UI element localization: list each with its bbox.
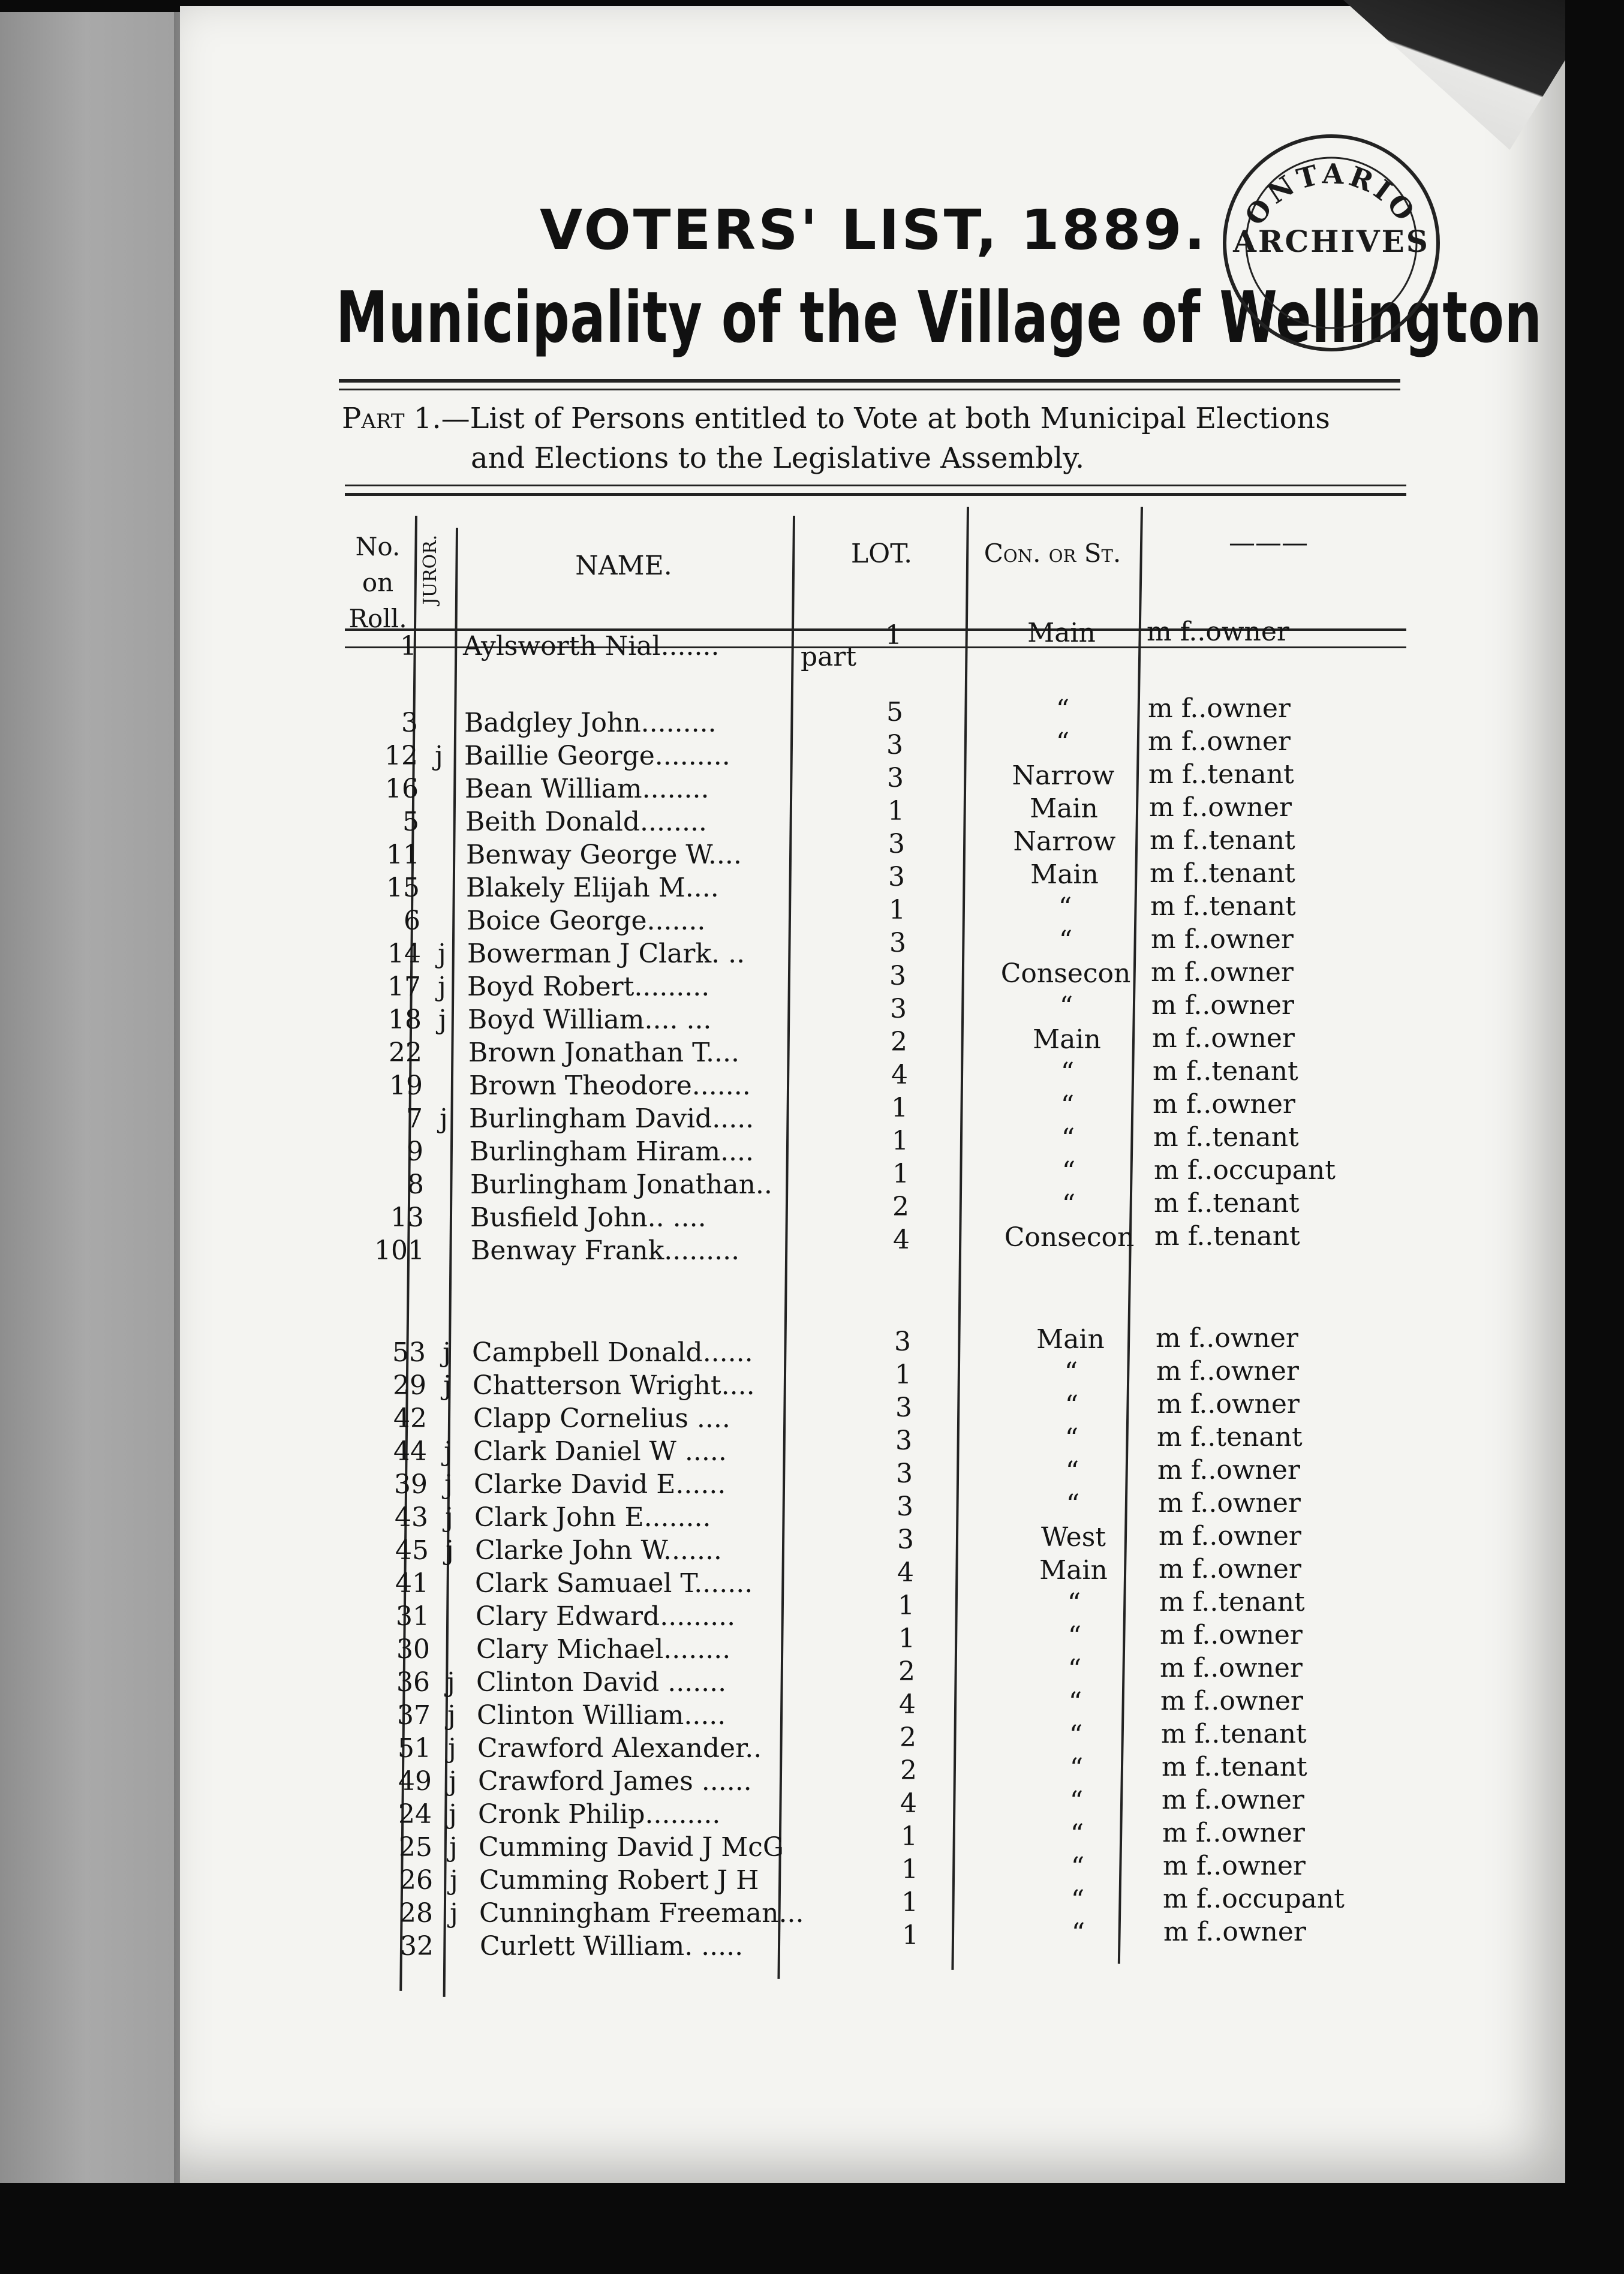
concession-street: “ — [1061, 1189, 1076, 1220]
concession-street: “ — [1064, 1423, 1079, 1454]
lot-number: 3 — [895, 1425, 912, 1456]
concession-street: “ — [1065, 1456, 1079, 1487]
roll-number: 1 — [400, 631, 417, 661]
property-status: m f..tenant — [1159, 1587, 1305, 1617]
roll-number: 32 — [400, 1931, 434, 1962]
concession-street: “ — [1067, 1621, 1082, 1652]
roll-number: 15 — [386, 873, 420, 903]
lot-number: 5 — [886, 697, 903, 727]
juror-mark: j — [450, 1865, 458, 1896]
concession-street: “ — [1067, 1588, 1081, 1619]
concession-street: “ — [1064, 1390, 1079, 1421]
property-status: m f..owner — [1148, 693, 1291, 724]
lot-number: 3 — [897, 1524, 914, 1555]
voter-name: Cumming Robert J H — [479, 1865, 759, 1896]
lot-number: 2 — [891, 1027, 907, 1057]
lot-number: 3 — [888, 829, 905, 859]
concession-street: Main — [1033, 1024, 1101, 1055]
lot-number: 3 — [897, 1491, 913, 1522]
lot-prefix-part: part — [801, 642, 857, 672]
lot-number: 1 — [895, 1359, 912, 1390]
concession-street: West — [1041, 1522, 1106, 1553]
roll-number: 11 — [386, 840, 420, 870]
property-status: m f..owner — [1160, 1686, 1303, 1716]
roll-number: 12 — [384, 741, 418, 771]
voter-name: Burlingham Hiram.... — [470, 1136, 754, 1167]
lot-number: 2 — [898, 1656, 915, 1687]
lot-number: 4 — [893, 1225, 910, 1255]
voter-name: Brown Jonathan T.... — [468, 1037, 739, 1068]
concession-street: “ — [1064, 1357, 1078, 1388]
roll-number: 36 — [396, 1667, 430, 1698]
voter-name: Clary Michael........ — [476, 1634, 731, 1665]
concession-street: “ — [1066, 1489, 1080, 1520]
roll-number: 24 — [398, 1799, 432, 1830]
roll-number: 5 — [402, 807, 419, 837]
juror-mark: j — [438, 939, 446, 969]
ontario-archives-stamp-icon — [1217, 129, 1445, 357]
lot-number: 1 — [898, 1590, 915, 1621]
voter-name: Clapp Cornelius .... — [473, 1403, 730, 1434]
table-row — [0, 1221, 1439, 1269]
concession-street: “ — [1061, 1123, 1075, 1154]
roll-number: 37 — [397, 1700, 431, 1731]
voter-name: Burlingham Jonathan.. — [470, 1169, 772, 1200]
property-status: m f..tenant — [1153, 1056, 1298, 1087]
property-status: m f..owner — [1160, 1620, 1303, 1650]
roll-number: 17 — [387, 971, 421, 1002]
lot-number: 4 — [891, 1060, 908, 1090]
roll-number: 18 — [388, 1004, 422, 1035]
table-row — [0, 1917, 1439, 1965]
concession-street: Main — [1036, 1324, 1105, 1355]
roll-number: 51 — [398, 1733, 431, 1764]
voter-name: Benway George W.... — [466, 840, 742, 870]
lot-number: 1 — [902, 1920, 919, 1951]
juror-mark: j — [443, 1337, 451, 1368]
concession-street: Main — [1027, 618, 1096, 648]
property-status: m f..owner — [1159, 1554, 1301, 1584]
concession-street: Consecon — [1000, 958, 1131, 989]
voter-name: Clinton William..... — [477, 1700, 726, 1731]
lot-number: 1 — [885, 620, 902, 651]
juror-mark: j — [440, 1103, 448, 1134]
lot-number: 2 — [900, 1755, 917, 1786]
property-status: m f..tenant — [1162, 1752, 1307, 1782]
concession-street: “ — [1070, 1819, 1084, 1849]
lot-number: 2 — [892, 1192, 909, 1222]
concession-street: “ — [1058, 925, 1073, 956]
roll-number: 53 — [392, 1337, 426, 1368]
roll-number: 31 — [396, 1601, 429, 1632]
lot-number: 3 — [889, 928, 906, 958]
property-status: m f..owner — [1152, 1023, 1295, 1054]
stamp-middle-text: ARCHIVES — [1233, 224, 1430, 259]
property-status: m f..tenant — [1150, 891, 1296, 922]
juror-mark: j — [444, 1469, 453, 1500]
lot-number: 1 — [892, 1159, 909, 1189]
lot-number: 2 — [900, 1722, 916, 1753]
roll-number: 9 — [407, 1136, 423, 1167]
property-status: m f..tenant — [1161, 1719, 1307, 1749]
stamp-top-text: ONTARIO — [1238, 157, 1424, 231]
concession-street: Narrow — [1013, 826, 1116, 857]
roll-number: 45 — [395, 1535, 429, 1566]
property-status: m f..owner — [1160, 1653, 1303, 1683]
voter-name: Benway Frank......... — [471, 1235, 740, 1266]
property-status: m f..owner — [1151, 990, 1294, 1021]
voter-name: Baillie George......... — [464, 741, 730, 771]
property-status: m f..owner — [1162, 1818, 1305, 1848]
concession-street: “ — [1061, 1156, 1076, 1187]
voter-name: Cunningham Freeman... — [479, 1898, 804, 1929]
juror-mark: j — [449, 1799, 457, 1830]
roll-number: 41 — [395, 1568, 429, 1599]
property-status: m f..owner — [1163, 1851, 1306, 1881]
title-rule-top — [339, 379, 1400, 383]
property-status: m f..owner — [1151, 957, 1294, 988]
property-status: m f..owner — [1159, 1521, 1301, 1551]
roll-number: 14 — [387, 939, 421, 969]
roll-number: 19 — [389, 1070, 423, 1101]
lot-number: 4 — [900, 1788, 917, 1819]
property-status: m f..owner — [1147, 616, 1289, 647]
lot-number: 3 — [890, 994, 907, 1024]
voter-name: Clark Samuael T....... — [475, 1568, 753, 1599]
voter-name: Boyd Robert......... — [467, 971, 710, 1002]
part-line-1: —List of Persons entitled to Vote at both Municipal Elections — [441, 402, 1330, 435]
lot-number: 3 — [894, 1326, 911, 1357]
voter-name: Busfield John.. .... — [470, 1202, 706, 1233]
concession-street: Main — [1030, 859, 1099, 890]
voter-name: Beith Donald........ — [465, 807, 707, 837]
juror-mark: j — [446, 1535, 454, 1566]
concession-street: “ — [1055, 694, 1070, 725]
juror-mark: j — [444, 1436, 452, 1467]
property-status: m f..owner — [1162, 1785, 1304, 1815]
header-lot: LOT. — [850, 539, 913, 569]
concession-street: “ — [1070, 1885, 1085, 1915]
lot-number: 3 — [889, 961, 906, 991]
voter-name: Boyd William.... ... — [468, 1004, 712, 1035]
lot-number: 3 — [887, 763, 904, 793]
lot-number: 4 — [897, 1557, 914, 1588]
lot-number: 1 — [892, 1126, 909, 1156]
voter-name: Clinton David ....... — [476, 1667, 727, 1698]
voter-name: Blakely Elijah M.... — [466, 873, 719, 903]
concession-street: “ — [1055, 727, 1070, 758]
lot-number: 1 — [901, 1854, 918, 1885]
header-juror: JUROR. — [420, 534, 441, 605]
concession-street: “ — [1060, 1057, 1075, 1088]
concession-street: Narrow — [1012, 760, 1115, 791]
property-status: m f..owner — [1148, 726, 1291, 757]
property-status: m f..owner — [1157, 1455, 1300, 1485]
header-concession-or-street: Con. or St. — [984, 539, 1121, 568]
page-title: VOTERS' LIST, 1889. — [540, 198, 1208, 262]
property-status: m f..owner — [1151, 924, 1294, 955]
voter-name: Boice George....... — [467, 906, 706, 936]
header-property-dash: ——— — [1229, 528, 1308, 558]
roll-number: 6 — [404, 906, 420, 936]
concession-street: “ — [1060, 1090, 1075, 1121]
juror-mark: j — [445, 1502, 453, 1533]
concession-street: “ — [1069, 1720, 1083, 1750]
lot-number: 1 — [888, 796, 904, 826]
lot-number: 3 — [895, 1392, 912, 1423]
property-status: m f..owner — [1156, 1356, 1299, 1386]
roll-number: 30 — [396, 1634, 430, 1665]
property-status: m f..owner — [1158, 1488, 1301, 1518]
juror-mark: j — [450, 1898, 458, 1929]
voter-name: Cumming David J McG — [479, 1832, 784, 1863]
roll-number: 13 — [390, 1202, 424, 1233]
property-status: m f..owner — [1157, 1389, 1300, 1419]
property-status: m f..owner — [1153, 1089, 1295, 1120]
lot-number: 1 — [898, 1623, 915, 1654]
roll-number: 8 — [407, 1169, 424, 1200]
juror-mark: j — [449, 1766, 457, 1797]
lot-number: 4 — [899, 1689, 916, 1720]
property-status: m f..tenant — [1154, 1221, 1300, 1252]
voter-name: Cronk Philip......... — [478, 1799, 721, 1830]
page-subtitle: Municipality of the Village of Wellington — [336, 276, 1542, 359]
voter-name: Bean William........ — [465, 774, 709, 804]
roll-number: 16 — [385, 774, 419, 804]
juror-mark: j — [438, 971, 446, 1002]
part-label: Part 1. — [342, 402, 441, 435]
concession-street: “ — [1059, 991, 1073, 1022]
roll-number: 28 — [399, 1898, 433, 1929]
juror-mark: j — [435, 741, 443, 771]
juror-mark: j — [448, 1733, 456, 1764]
concession-street: “ — [1069, 1786, 1084, 1816]
concession-street: “ — [1067, 1654, 1082, 1685]
lot-number: 3 — [886, 730, 903, 760]
concession-street: Consecon — [1004, 1222, 1135, 1253]
voter-name: Brown Theodore....... — [469, 1070, 751, 1101]
juror-mark: j — [447, 1667, 455, 1698]
part-description — [342, 399, 1409, 478]
voter-name: Clark John E........ — [474, 1502, 711, 1533]
title-rule-bottom — [339, 389, 1400, 390]
roll-number: 42 — [393, 1403, 427, 1434]
concession-street: “ — [1071, 1918, 1085, 1948]
property-status: m f..tenant — [1148, 759, 1294, 790]
voter-name: Bowerman J Clark. .. — [467, 939, 745, 969]
property-status: m f..owner — [1156, 1323, 1298, 1353]
lot-number: 1 — [889, 895, 906, 925]
header-roll-number: No. on Roll. — [348, 532, 407, 633]
voter-name: Clark Daniel W ..... — [473, 1436, 727, 1467]
roll-number: 26 — [399, 1865, 433, 1896]
property-status: m f..tenant — [1157, 1422, 1303, 1452]
concession-street: “ — [1058, 892, 1072, 923]
voter-name: Chatterson Wright.... — [473, 1370, 755, 1401]
property-status: m f..occupant — [1154, 1155, 1336, 1186]
roll-number: 49 — [398, 1766, 432, 1797]
voter-name: Crawford Alexander.. — [477, 1733, 762, 1764]
voter-name: Campbell Donald...... — [472, 1337, 753, 1368]
roll-number: 29 — [393, 1370, 426, 1401]
lot-number: 3 — [896, 1458, 913, 1489]
juror-mark: j — [447, 1700, 456, 1731]
header-rule-top — [345, 485, 1406, 486]
roll-number: 43 — [395, 1502, 428, 1533]
concession-street: “ — [1068, 1687, 1082, 1717]
concession-street: Main — [1030, 793, 1098, 824]
property-status: m f..tenant — [1153, 1122, 1299, 1153]
header-name: NAME. — [575, 551, 672, 581]
lot-number: 1 — [891, 1093, 908, 1123]
header-rule-top-2 — [345, 493, 1406, 496]
concession-street: Main — [1039, 1555, 1108, 1586]
concession-street: “ — [1069, 1753, 1084, 1783]
juror-mark: j — [443, 1370, 452, 1401]
juror-mark: j — [449, 1832, 458, 1863]
lot-number: 3 — [888, 862, 905, 892]
property-status: m f..tenant — [1150, 825, 1295, 856]
voter-name: Aylsworth Nial....... — [463, 631, 720, 661]
voter-name: Badgley John......... — [464, 708, 717, 738]
concession-street: “ — [1070, 1852, 1085, 1882]
roll-number: 44 — [393, 1436, 427, 1467]
lot-number: 1 — [901, 1887, 918, 1918]
roll-number: 3 — [401, 708, 418, 738]
voter-name: Clarke David E...... — [474, 1469, 726, 1500]
property-status: m f..tenant — [1150, 858, 1295, 889]
juror-mark: j — [438, 1004, 447, 1035]
roll-number: 101 — [374, 1235, 425, 1266]
property-status: m f..occupant — [1163, 1884, 1345, 1914]
voter-name: Clary Edward......... — [476, 1601, 736, 1632]
roll-number: 25 — [399, 1832, 432, 1863]
voter-name: Curlett William. ..... — [480, 1931, 744, 1962]
lot-number: 1 — [901, 1821, 918, 1852]
voter-name: Crawford James ...... — [478, 1766, 752, 1797]
roll-number: 39 — [394, 1469, 428, 1500]
roll-number: 7 — [406, 1103, 423, 1134]
property-status: m f..tenant — [1154, 1188, 1300, 1219]
property-status: m f..owner — [1163, 1917, 1306, 1947]
voter-name: Burlingham David..... — [469, 1103, 754, 1134]
part-line-2: and Elections to the Legislative Assembly. — [471, 441, 1085, 475]
svg-text:ONTARIO — [1238, 157, 1423, 231]
property-status: m f..owner — [1149, 792, 1292, 823]
voter-name: Clarke John W....... — [475, 1535, 722, 1566]
table-row — [0, 616, 1439, 664]
roll-number: 22 — [389, 1037, 422, 1068]
